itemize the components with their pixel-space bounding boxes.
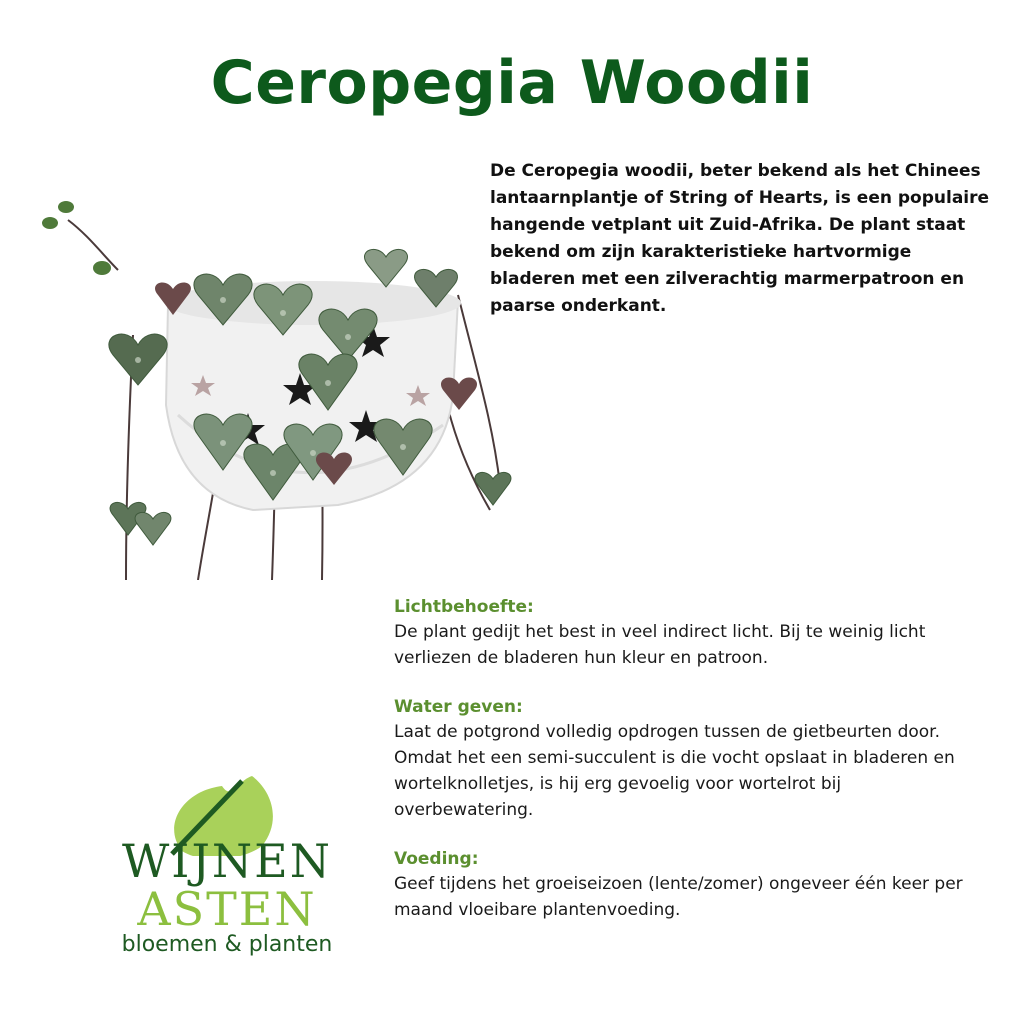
care-text-light: De plant gedijt het best in veel indirect licht. Bij te weinig licht verliezen de bladeren hun kleur en patroon. [394, 622, 926, 668]
plant-photo [38, 195, 528, 580]
care-section-water [394, 695, 964, 823]
care-text-water: Laat de potgrond volledig opdrogen tussen de gietbeurten door. Omdat het een semi-succulent is die vocht opslaat in bladeren en wortelknolletjes, is hij erg gevoelig voor wortelrot bij overbewatering. [394, 722, 955, 820]
logo-line-2: ASTEN [137, 882, 317, 936]
page-title: Ceropegia Woodii [210, 48, 814, 118]
care-text-feeding: Geef tijdens het groeiseizoen (lente/zomer) ongeveer één keer per maand vloeibare plantenvoeding. [394, 874, 963, 920]
logo-line-1: WIJNEN [122, 834, 332, 888]
care-instructions [394, 595, 964, 947]
care-heading-light: Lichtbehoefte: [394, 597, 534, 617]
care-section-light [394, 595, 964, 671]
care-section-feeding [394, 847, 964, 923]
intro-paragraph: De Ceropegia woodii, beter bekend als het Chinees lantaarnplantje of String of Hearts, is een populaire hangende vetplant uit Zuid-Afrika. De plant staat bekend om zijn karakteristieke hartvormige bladeren met een zilverachtig marmerpatroon en paarse onderkant. [490, 161, 990, 316]
care-heading-water: Water geven: [394, 697, 523, 717]
logo-tagline: bloemen & planten [121, 932, 333, 957]
care-heading-feeding: Voeding: [394, 849, 479, 869]
brand-logo [112, 776, 342, 961]
